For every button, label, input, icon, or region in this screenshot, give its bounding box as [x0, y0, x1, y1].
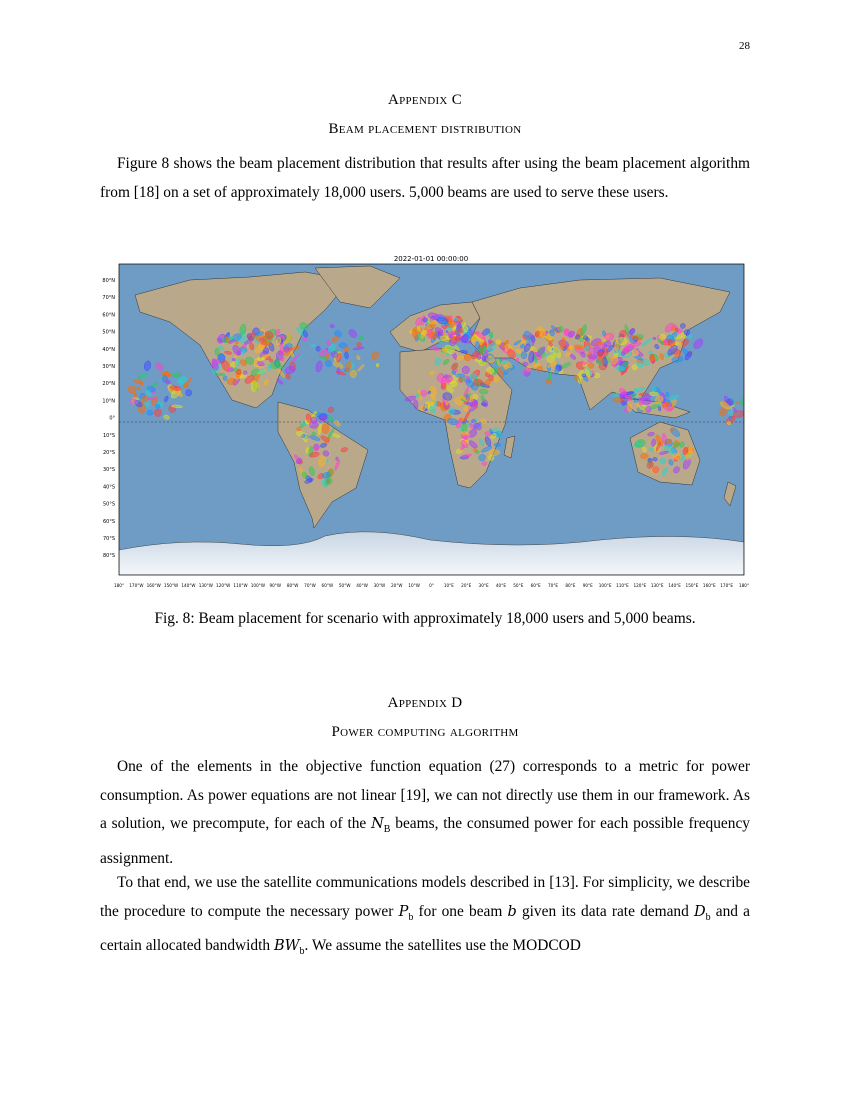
- beam: [684, 329, 690, 335]
- lon-label: 50°E: [513, 583, 524, 588]
- beam: [620, 394, 626, 398]
- lon-label: 70°E: [547, 583, 559, 588]
- lat-label: 10°N: [102, 398, 115, 405]
- beam: [215, 348, 219, 356]
- lon-label: 70°W: [304, 583, 316, 588]
- beam: [264, 354, 269, 357]
- lat-label: 10°S: [102, 432, 115, 439]
- beam: [494, 443, 501, 446]
- beam: [649, 448, 654, 452]
- beam: [627, 403, 632, 412]
- beam: [670, 429, 674, 432]
- appendix-d-subheading: Power computing algorithm: [331, 724, 519, 740]
- lon-label: 90°E: [582, 583, 593, 588]
- lon-label: 60°W: [321, 583, 334, 588]
- lon-label: 80°E: [565, 583, 576, 588]
- appendix-d-heading: Appendix D: [387, 695, 463, 711]
- lon-label: 90°W: [269, 583, 282, 588]
- beam: [666, 392, 669, 397]
- lon-label: 170°E: [720, 583, 734, 588]
- beam: [215, 373, 225, 376]
- beam: [631, 349, 638, 356]
- beam: [223, 376, 227, 381]
- lat-label: 70°N: [102, 295, 115, 302]
- lat-label: 50°S: [102, 501, 115, 508]
- figure-timestamp: 2022-01-01 00:00:00: [393, 255, 469, 263]
- lat-label: 60°N: [102, 312, 115, 319]
- lat-label: 20°S: [102, 450, 115, 456]
- beam: [579, 338, 584, 342]
- beam-placement-figure: [100, 250, 750, 592]
- beam: [729, 416, 733, 419]
- figure-caption: Fig. 8: Beam placement for scenario with approximately 18,000 users and 5,000 beams.: [154, 610, 696, 627]
- lon-label: 10°E: [443, 583, 454, 588]
- lon-label: 170°W: [129, 583, 144, 588]
- beam: [493, 375, 499, 382]
- beam: [658, 406, 661, 411]
- latitude-labels: [102, 278, 115, 559]
- lon-label: 140°W: [181, 583, 196, 588]
- beam: [336, 457, 339, 460]
- appendix-c-subheading: Beam placement distribution: [328, 121, 522, 137]
- lat-label: 30°N: [102, 364, 115, 370]
- lat-label: 50°N: [102, 329, 115, 336]
- lon-label: 150°W: [163, 583, 179, 588]
- lon-label: 120°E: [633, 583, 647, 588]
- appendix-d-paragraph-1: One of the elements in the objective function equation (27) corresponds to a metric for power consumption. As power equations are not linear [19], we can not directly use them in our framework. As a solution, we precompute, for each of the $N_B$ beams, the consumed power for each possible frequency assignment.: [100, 758, 750, 867]
- lat-label: 40°N: [102, 346, 115, 353]
- lon-label: 140°E: [668, 583, 681, 588]
- lon-label: 10°W: [408, 583, 420, 588]
- lon-label: 120°W: [216, 583, 231, 588]
- lon-label: 180°: [738, 583, 750, 588]
- lon-label: 180°: [113, 583, 125, 588]
- lon-label: 110°W: [233, 583, 248, 588]
- lon-label: 60°E: [530, 583, 541, 588]
- lon-label: 160°W: [146, 583, 161, 588]
- beam: [649, 392, 659, 396]
- beam: [134, 393, 138, 398]
- beam: [350, 370, 357, 378]
- lat-label: 70°S: [102, 536, 115, 542]
- appendix-c-paragraph: Figure 8 shows the beam placement distribution that results after using the beam placement algorithm from [18] on a set of approximately 18,000 users. 5,000 beams are used to serve these users.: [100, 155, 750, 201]
- lon-label: 100°W: [250, 583, 266, 588]
- beam: [615, 340, 619, 352]
- lat-label: 20°N: [102, 381, 115, 388]
- appendix-c-heading: Appendix C: [387, 92, 463, 108]
- beam: [634, 388, 637, 396]
- beam: [172, 373, 181, 377]
- lon-label: 30°E: [478, 583, 489, 588]
- lon-label: 130°W: [198, 583, 213, 588]
- lat-label: 80°N: [102, 278, 115, 284]
- lon-label: 20°W: [390, 583, 403, 588]
- lon-label: 110°E: [616, 583, 629, 588]
- page-number: 28: [739, 40, 750, 52]
- lat-label: 30°S: [102, 467, 115, 474]
- beam: [456, 355, 464, 360]
- appendix-d-paragraph-2: To that end, we use the satellite communications models described in [13]. For simplicity, we describe the procedure to compute the necessary power $P_b$ for one beam b given its data rate demand $D_b$ and a certain allocated bandwidth $BW_b$. We assume the satellites use the MODCOD: [100, 874, 750, 958]
- beam: [316, 346, 321, 351]
- lat-label: 60°S: [102, 518, 115, 525]
- lat-label: 80°S: [102, 553, 115, 560]
- beam: [455, 374, 464, 378]
- lon-label: 50°W: [338, 583, 351, 588]
- beam: [489, 332, 493, 339]
- lat-label: 0°: [109, 415, 115, 422]
- lon-label: 40°W: [356, 583, 368, 588]
- beam: [141, 396, 148, 403]
- beam: [482, 462, 487, 466]
- lon-label: 0°: [429, 583, 434, 588]
- longitude-labels: [114, 583, 749, 588]
- lon-label: 30°W: [373, 583, 386, 588]
- lon-label: 80°W: [286, 583, 299, 588]
- lat-label: 40°S: [102, 484, 115, 491]
- beam: [675, 328, 678, 332]
- world-map: [119, 264, 745, 575]
- lon-label: 160°E: [702, 583, 716, 588]
- lon-label: 130°E: [650, 583, 664, 588]
- beam: [147, 410, 154, 416]
- lon-label: 150°E: [685, 583, 699, 588]
- lon-label: 100°E: [598, 583, 612, 588]
- lon-label: 40°E: [495, 583, 506, 588]
- beam: [357, 342, 362, 346]
- beam: [575, 375, 578, 381]
- lon-label: 20°E: [461, 583, 472, 588]
- beam: [251, 381, 257, 392]
- beam: [640, 454, 648, 459]
